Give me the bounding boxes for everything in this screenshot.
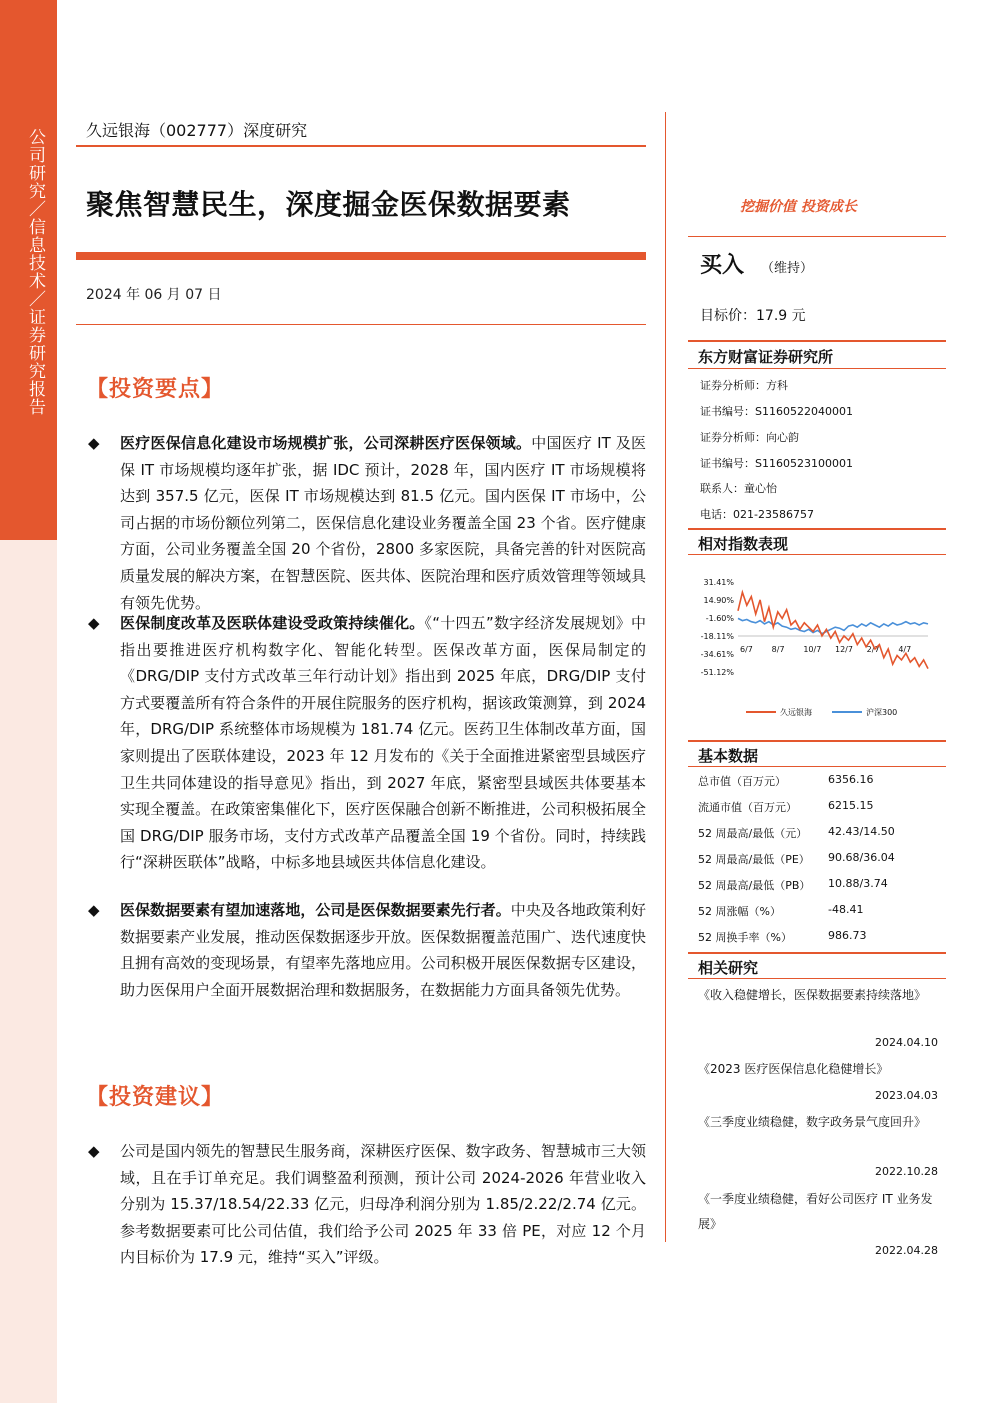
- related-report-title[interactable]: 《2023 医疗医保信息化稳健增长》: [698, 1062, 889, 1076]
- bullet-lead: 医疗医保信息化建设市场规模扩张，公司深耕医疗医保领域。: [120, 434, 532, 452]
- header-rule: [76, 145, 646, 147]
- right-rule-basic-bottom: [688, 766, 946, 767]
- y-tick-label: 14.90%: [703, 596, 734, 606]
- y-tick-label: -34.61%: [700, 649, 734, 659]
- related-report-title[interactable]: 《收入稳健增长，医保数据要素持续落地》: [698, 988, 927, 1002]
- basic-label: 52 周最高/最低（元）: [698, 827, 808, 840]
- bullet-1: [86, 430, 646, 616]
- related-report-date: 2024.04.10: [875, 1036, 938, 1049]
- bullet-body: 中央及各地政策利好数据要素产业发展，推动医保数据逐步开放。医保数据覆盖范围广、迭代速度快且拥有高效的变现场景，有望率先落地应用。公司积极开展医保数据专区建设，助力医保用户全面开展数据治理和数据服务，在数据能力方面具备领先优势。: [120, 901, 646, 999]
- basic-label: 52 周涨幅（%）: [698, 905, 781, 918]
- legend-label: 沪深300: [866, 708, 898, 717]
- right-rule-chart: [688, 528, 946, 530]
- relative-index-chart: [688, 560, 946, 730]
- target-price: 目标价：17.9 元: [700, 308, 806, 324]
- y-tick-label: 31.41%: [703, 578, 734, 587]
- basic-value: 986.73: [828, 929, 867, 942]
- x-tick-label: 2/7: [866, 645, 880, 655]
- basic-label: 52 周最高/最低（PB）: [698, 879, 811, 892]
- basic-value: -48.41: [828, 903, 864, 916]
- advice-bullet: [86, 1138, 646, 1271]
- basic-label: 流通市值（百万元）: [698, 801, 797, 814]
- right-rule-institute-bottom: [688, 368, 946, 369]
- analyst-line: 证书编号：S1160522040001: [700, 405, 853, 418]
- related-report-title[interactable]: 《三季度业绩稳健，数字政务景气度回升》: [698, 1115, 927, 1129]
- bullet-lead: 医保制度改革及医联体建设受政策持续催化。: [120, 614, 425, 632]
- bullet-text: [120, 897, 646, 1003]
- related-report-date: 2023.04.03: [875, 1089, 938, 1102]
- analyst-line: 证券分析师：方科: [700, 379, 788, 392]
- diamond-icon: ◆: [88, 614, 100, 632]
- bullet-body: 中国医疗 IT 及医保 IT 市场规模均逐年扩张，据 IDC 预计，2028 年，国内医疗 IT 市场规模将达到 357.5 亿元，医保 IT 市场规模达到 81.5 亿元。国内医保 IT 市场中，公司占据的市场份额位列第二，医保信息化建设业务覆盖全国 23 个省。医疗健康方面，公司业务覆盖全国 20 个省份，2800 多家医院，具备完善的针对医院高质量发展的解决方案，在智慧医院、医共体、医院治理和医疗质效管理等领域具有领先优势。: [120, 434, 646, 612]
- x-tick-label: 12/7: [835, 645, 853, 655]
- diamond-icon: ◆: [88, 1142, 100, 1160]
- basic-value: 10.88/3.74: [828, 877, 888, 890]
- related-report-date: 2022.04.28: [875, 1244, 938, 1257]
- legend-label: 久远银海: [780, 708, 812, 717]
- header-code-line: 久远银海（002777）深度研究: [86, 121, 308, 140]
- report-date: 2024 年 06 月 07 日: [86, 287, 222, 303]
- related-report-date: 2022.10.28: [875, 1165, 938, 1178]
- section-title-points: 【投资要点】: [86, 377, 225, 402]
- rating: 买入: [700, 253, 745, 278]
- y-tick-label: -51.12%: [700, 668, 734, 677]
- x-tick-label: 4/7: [898, 645, 912, 655]
- y-axis-labels: [701, 578, 735, 677]
- x-tick-label: 8/7: [771, 645, 785, 655]
- analyst-line: 联系人：童心怡: [700, 482, 777, 495]
- basic-label: 总市值（百万元）: [698, 775, 786, 788]
- institute-name: 东方财富证券研究所: [698, 348, 834, 366]
- rating-sub: （维持）: [761, 261, 814, 276]
- right-rule-institute: [688, 340, 946, 342]
- related-report-title[interactable]: 《一季度业绩稳健，看好公司医疗 IT 业务发展》: [698, 1192, 933, 1231]
- bullet-2: [86, 610, 646, 876]
- chart-title: 相对指数表现: [698, 535, 789, 553]
- series-line-index: [738, 618, 928, 633]
- date-rule: [76, 324, 646, 325]
- advice-text: 公司是国内领先的智慧民生服务商，深耕医疗医保、数字政务、智慧城市三大领域，且在手订单充足。我们调整盈利预测，预计公司 2024-2026 年营业收入分别为 15.37/18.54/22.33 亿元，归母净利润分别为 1.85/2.22/2.74 亿元。参考数据要素可比公司估值，我们给予公司 2025 年 33 倍 PE，对应 12 个月内目标价为 17.9 元，维持“买入”评级。: [120, 1142, 646, 1267]
- right-rule-top: [688, 236, 946, 237]
- title-bar: [76, 252, 646, 260]
- x-tick-label: 10/7: [803, 645, 822, 655]
- y-tick-label: -1.60%: [705, 613, 734, 623]
- slogan: 挖掘价值 投资成长: [740, 199, 857, 215]
- bullet-text: [120, 610, 646, 876]
- bullet-lead: 医保数据要素有望加速落地，公司是医保数据要素先行者。: [120, 901, 511, 919]
- section-title-advice: 【投资建议】: [86, 1085, 225, 1110]
- analyst-line: 证书编号：S1160523100001: [700, 457, 853, 470]
- basic-title: 基本数据: [698, 747, 759, 765]
- right-rule-related-bottom: [688, 978, 946, 979]
- right-rule-chart-bottom: [688, 554, 946, 555]
- diamond-icon: ◆: [88, 901, 100, 919]
- chart-legend: [746, 707, 897, 717]
- basic-label: 52 周换手率（%）: [698, 931, 792, 944]
- chart-lines: [738, 592, 928, 668]
- x-tick-label: 6/7: [740, 645, 753, 655]
- report-title: 聚焦智慧民生，深度掘金医保数据要素: [86, 188, 571, 221]
- side-band-lower: [0, 540, 57, 1403]
- bullet-text: [120, 430, 646, 616]
- right-rule-related: [688, 952, 946, 954]
- bullet-body: 《“十四五”数字经济发展规划》中指出要推进医疗机构数字化、智能化转型。医保改革方面，医保局制定的《DRG/DIP 支付方式改革三年行动计划》指出到 2025 年底，DRG/DIP 支付方式要覆盖所有符合条件的开展住院服务的医疗机构，据该政策测算，到 2024 年，DRG/DIP 系统整体市场规模为 181.74 亿元。医药卫生体制改革方面，国家则提出了医联体建设，2023 年 12 月发布的《关于全面推进紧密型县域医疗卫生共同体建设的指导意见》指出，到 2027 年底，紧密型县域医共体要基本实现全覆盖。在政策密集催化下，医疗医保融合创新不断推进，公司积极拓展全国 DRG/DIP 服务市场，支付方式改革产品覆盖全国 19 个省份。同时，持续践行“深耕医联体”战略，中标多地县域医共体信息化建设。: [120, 614, 646, 872]
- right-rule-basic: [688, 740, 946, 742]
- basic-value: 6215.15: [828, 799, 874, 812]
- y-tick-label: -18.11%: [700, 632, 734, 642]
- analyst-line: 证券分析师：向心韵: [700, 431, 799, 444]
- series-line-stock: [738, 592, 928, 668]
- bullet-3: [86, 897, 646, 1003]
- diamond-icon: ◆: [88, 434, 100, 452]
- column-separator: [665, 112, 666, 1242]
- analyst-line: 电话：021-23586757: [700, 508, 814, 521]
- basic-value: 42.43/14.50: [828, 825, 895, 838]
- basic-value: 6356.16: [828, 773, 874, 786]
- basic-value: 90.68/36.04: [828, 851, 895, 864]
- basic-label: 52 周最高/最低（PE）: [698, 853, 810, 866]
- side-label: 公司研究／信息技术／证券研究报告: [25, 128, 45, 416]
- related-title: 相关研究: [698, 959, 759, 977]
